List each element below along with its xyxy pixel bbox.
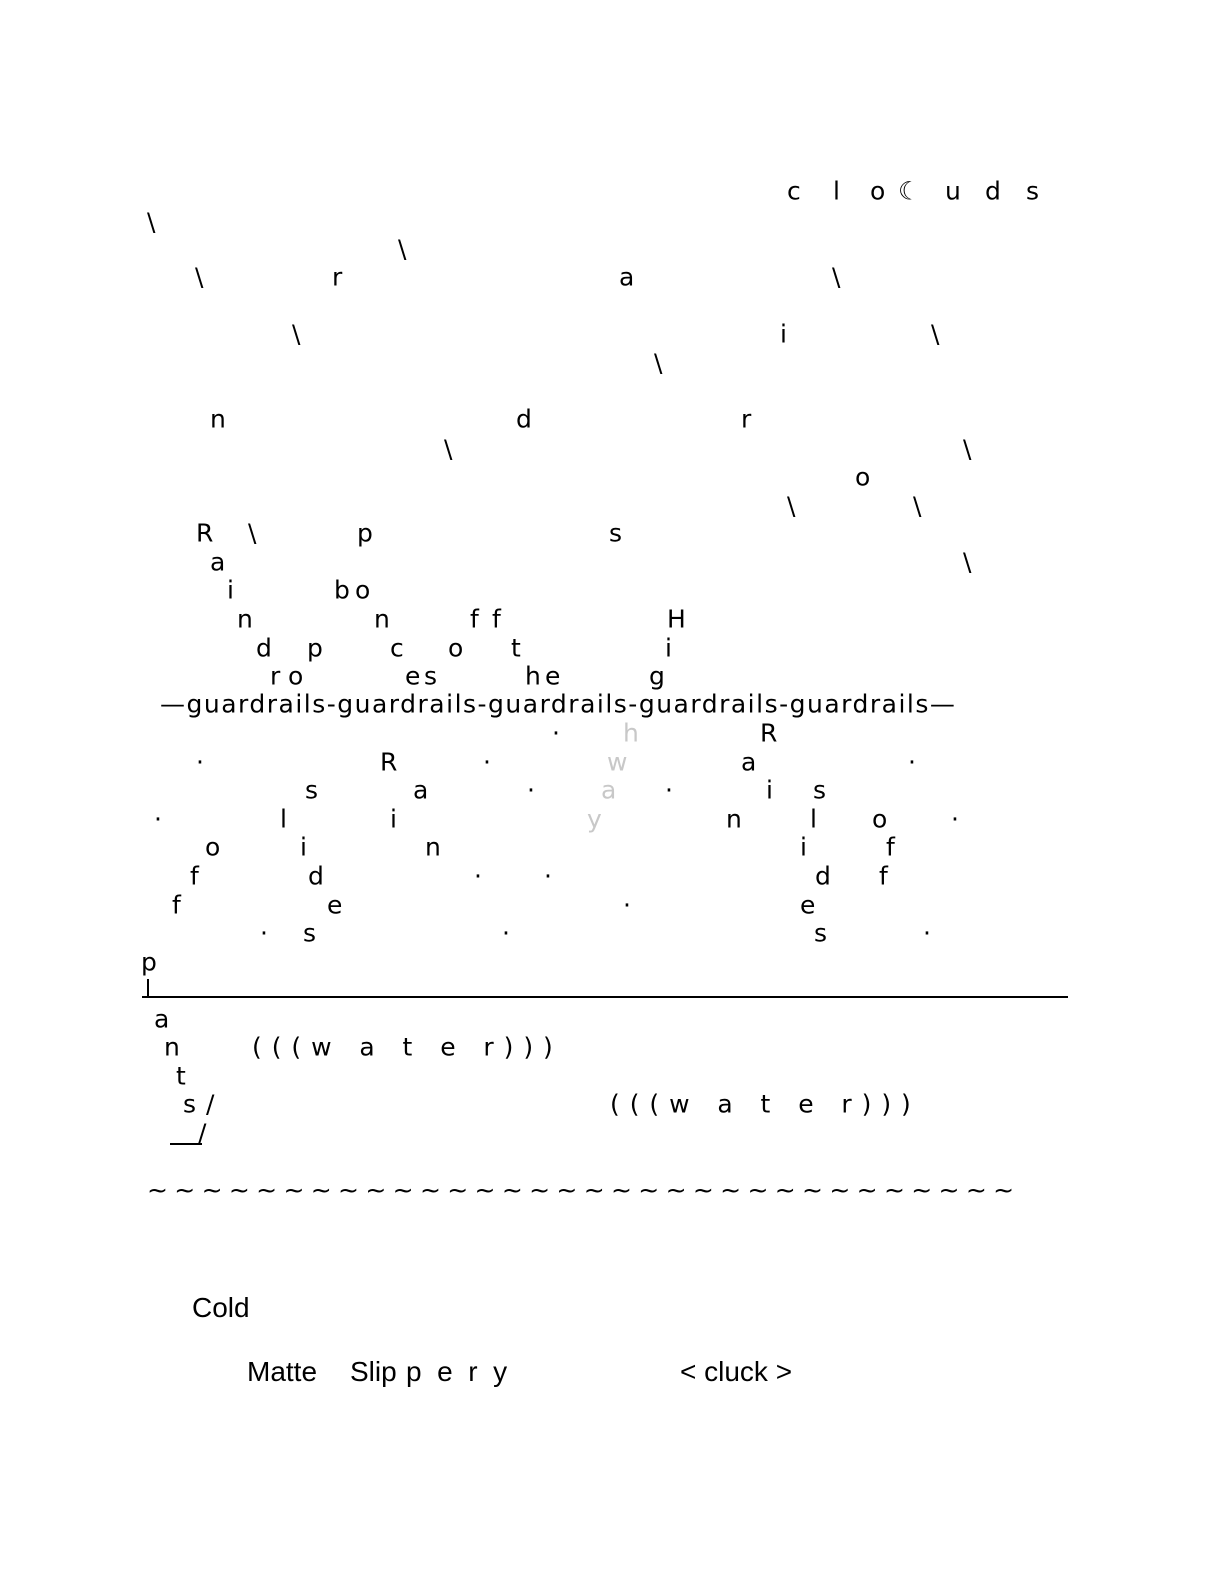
- rain-slides-letter: s: [814, 918, 828, 948]
- rain-slides-letter: e: [800, 890, 816, 920]
- dot: ·: [474, 861, 482, 891]
- rain-off-letter: f: [886, 832, 895, 862]
- cluck-text: < cluck >: [680, 1356, 793, 1387]
- rain-streak: \: [787, 491, 796, 521]
- rain-streak: \: [832, 262, 841, 292]
- raindrops-letter: a: [210, 547, 226, 577]
- rain-letter: s: [609, 518, 623, 548]
- why-letter: y: [587, 804, 602, 834]
- rain-streak: \: [195, 262, 204, 292]
- rain-letter: p: [357, 518, 373, 548]
- raindrops-letter: i: [227, 575, 234, 605]
- rain-letter: r: [741, 404, 752, 434]
- clouds-c: c: [787, 176, 801, 206]
- water-text-2: ( ( ( w a t e r ) ) ): [610, 1089, 912, 1119]
- raindrops-letter: d: [256, 633, 272, 663]
- rain-streak: \: [913, 491, 922, 521]
- clouds-d: d: [985, 176, 1001, 206]
- bounce-letter: o: [355, 575, 371, 605]
- plants-letter: t: [176, 1061, 186, 1091]
- rain-off-letter: o: [205, 832, 221, 862]
- rain-streak: \: [248, 518, 257, 548]
- rain-slides-letter: a: [741, 747, 757, 777]
- raindrops-letter: s: [424, 661, 438, 691]
- bounce-letter: t: [511, 633, 521, 663]
- dot: ·: [154, 804, 162, 834]
- bounce-letter: e: [405, 661, 421, 691]
- bounce-letter: e: [545, 661, 561, 691]
- dot: ·: [665, 775, 673, 805]
- dot: ·: [623, 890, 631, 920]
- rain-slides-letter: e: [327, 890, 343, 920]
- guardrails-line: —guardrails-guardrails-guardrails-guardrails-guardrails—: [160, 689, 957, 719]
- why-letter: w: [607, 747, 628, 777]
- rain-slides-letter: i: [390, 804, 397, 834]
- rain-slides-letter: R: [380, 747, 398, 777]
- bounce-letter: o: [448, 633, 464, 663]
- rain-streak: \: [444, 434, 453, 464]
- plant-stem: [147, 979, 149, 996]
- high-letter: g: [649, 661, 665, 691]
- dot: ·: [923, 918, 931, 948]
- rain-slides-letter: a: [413, 775, 429, 805]
- clouds-o: o: [870, 176, 886, 206]
- rain-slides-letter: d: [308, 861, 324, 891]
- moon-icon: ☾: [898, 176, 921, 206]
- rain-slides-letter: i: [800, 832, 807, 862]
- rain-off-letter: o: [872, 804, 888, 834]
- bounce-letter: h: [525, 661, 541, 691]
- plants-letter: p: [141, 947, 157, 977]
- high-letter: H: [667, 604, 686, 634]
- rain-letter: d: [516, 404, 532, 434]
- rain-letter: r: [332, 262, 343, 292]
- why-letter: a: [601, 775, 617, 805]
- rain-slides-letter: i: [300, 832, 307, 862]
- bounce-letter: f: [470, 604, 479, 634]
- rain-slides-letter: l: [810, 804, 817, 834]
- rain-streak: \: [292, 319, 301, 349]
- bounce-letter: b: [334, 575, 350, 605]
- clouds-s: s: [1026, 176, 1040, 206]
- bank-slash: /: [198, 1118, 207, 1148]
- ground-line: [142, 996, 1068, 998]
- why-letter: h: [623, 718, 639, 748]
- cold-text: Cold: [192, 1292, 250, 1323]
- bounce-letter: c: [390, 633, 404, 663]
- plants-letter: s: [183, 1089, 197, 1119]
- bounce-letter: n: [374, 604, 390, 634]
- raindrops-letter: n: [237, 604, 253, 634]
- rain-letter: i: [780, 319, 787, 349]
- dot: ·: [502, 918, 510, 948]
- slippery-suffix: p e r y: [406, 1356, 508, 1387]
- rain-streak: \: [963, 547, 972, 577]
- dot: ·: [527, 775, 535, 805]
- dot: ·: [260, 918, 268, 948]
- rain-streak: \: [147, 207, 156, 237]
- plants-letter: a: [154, 1004, 170, 1034]
- water-text-1: ( ( ( w a t e r ) ) ): [252, 1032, 554, 1062]
- rain-slides-letter: n: [425, 832, 441, 862]
- raindrops-letter: p: [307, 633, 323, 663]
- dot: ·: [951, 804, 959, 834]
- rain-slides-letter: R: [760, 718, 778, 748]
- clouds-l: l: [833, 176, 840, 206]
- rain-slides-letter: s: [813, 775, 827, 805]
- rain-streak: \: [931, 319, 940, 349]
- dot: ·: [483, 747, 491, 777]
- rain-slides-letter: s: [305, 775, 319, 805]
- matte-text: Matte: [247, 1356, 318, 1387]
- raindrops-letter: o: [288, 661, 304, 691]
- dot: ·: [196, 747, 204, 777]
- rain-slides-letter: n: [726, 804, 742, 834]
- rain-streak: \: [963, 434, 972, 464]
- rain-slides-letter: s: [303, 918, 317, 948]
- rain-streak: \: [654, 348, 663, 378]
- dot: ·: [544, 861, 552, 891]
- slippery-prefix: Slip: [350, 1356, 397, 1387]
- plants-letter: n: [164, 1032, 180, 1062]
- rain-off-letter: f: [172, 890, 181, 920]
- rain-letter: a: [619, 262, 635, 292]
- wave-line: ~ ~ ~ ~ ~ ~ ~ ~ ~ ~ ~ ~ ~ ~ ~ ~ ~ ~ ~ ~ ~ ~ ~ ~ ~ ~ ~ ~ ~ ~ ~ ~: [147, 1175, 1014, 1205]
- dot: ·: [908, 747, 916, 777]
- bounce-letter: f: [492, 604, 501, 634]
- clouds-u: u: [945, 176, 961, 206]
- rain-letter: n: [210, 404, 226, 434]
- rain-off-letter: f: [190, 861, 199, 891]
- rain-slides-letter: d: [815, 861, 831, 891]
- raindrops-letter: r: [270, 661, 281, 691]
- high-letter: i: [665, 633, 672, 663]
- dot: ·: [552, 718, 560, 748]
- plants-slash: /: [206, 1089, 215, 1119]
- rain-letter: o: [855, 462, 871, 492]
- rain-off-letter: f: [879, 861, 888, 891]
- rain-slides-letter: i: [766, 775, 773, 805]
- raindrops-letter: R: [196, 518, 214, 548]
- rain-slides-letter: l: [280, 804, 287, 834]
- rain-streak: \: [398, 234, 407, 264]
